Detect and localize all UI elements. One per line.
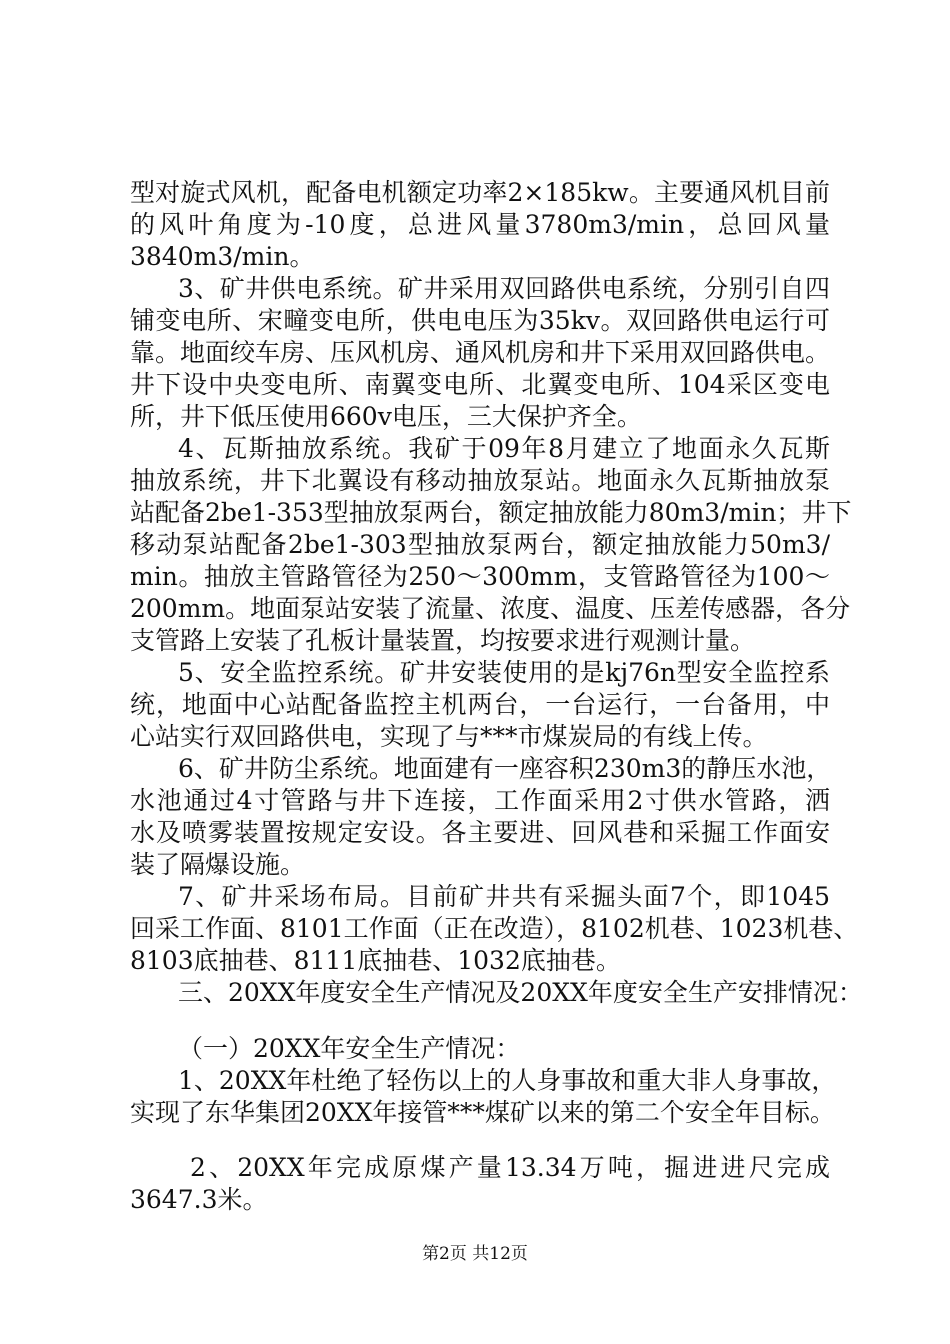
text-line: min。抽放主管路管径为250～300mm，支管路管径为100～ xyxy=(130,562,830,591)
page-footer: 第2页 共12页 xyxy=(422,1244,528,1264)
text-line: 的风叶角度为-10度，总进风量3780m3/min，总回风量 xyxy=(130,210,830,239)
text-line: 靠。地面绞车房、压风机房、通风机房和井下采用双回路供电。 xyxy=(130,338,831,367)
section-heading: 三、20XX年度安全生产情况及20XX年度安全生产安排情况： xyxy=(178,978,863,1007)
text-line: 水池通过4寸管路与井下连接，工作面采用2寸供水管路，洒 xyxy=(130,786,830,815)
text-line: 井下设中央变电所、南翼变电所、北翼变电所、104采区变电 xyxy=(130,370,830,399)
text-line: 8103底抽巷、8111底抽巷、1032底抽巷。 xyxy=(130,946,621,975)
text-line: 1、20XX年杜绝了轻伤以上的人身事故和重大非人身事故， xyxy=(178,1066,837,1095)
text-line: 5、安全监控系统。矿井安装使用的是kj76n型安全监控系 xyxy=(178,658,830,687)
text-line: 装了隔爆设施。 xyxy=(130,850,306,879)
text-line: 支管路上安装了孔板计量装置，均按要求进行观测计量。 xyxy=(130,626,756,655)
text-line: 3840m3/min。 xyxy=(130,242,315,271)
text-line: 2、20XX年完成原煤产量13.34万吨，掘进进尺完成 xyxy=(190,1153,830,1182)
text-line: 铺变电所、宋疃变电所，供电电压为35kv。双回路供电运行可 xyxy=(130,306,830,335)
text-line: 3、矿井供电系统。矿井采用双回路供电系统，分别引自四 xyxy=(178,274,830,303)
text-line: 200mm。地面泵站安装了流量、浓度、温度、压差传感器，各分 xyxy=(130,594,851,623)
text-line: 7、矿井采场布局。目前矿井共有采掘头面7个，即1045 xyxy=(178,882,830,911)
subsection-heading: （一）20XX年安全生产情况： xyxy=(178,1034,521,1063)
text-line: 3647.3米。 xyxy=(130,1185,268,1214)
text-line: 所，井下低压使用660v电压，三大保护齐全。 xyxy=(130,402,642,431)
text-line: 型对旋式风机，配备电机额定功率2×185kw。主要通风机目前 xyxy=(130,178,830,207)
text-line: 抽放系统，井下北翼设有移动抽放泵站。地面永久瓦斯抽放泵 xyxy=(130,466,830,495)
text-line: 站配备2be1-353型抽放泵两台，额定抽放能力80m3/min；井下 xyxy=(130,498,852,527)
text-line: 移动泵站配备2be1-303型抽放泵两台，额定抽放能力50m3/ xyxy=(130,530,830,559)
text-line: 心站实行双回路供电，实现了与***市煤炭局的有线上传。 xyxy=(130,722,768,751)
text-line: 回采工作面、8101工作面（正在改造），8102机巷、1023机巷、 xyxy=(130,914,859,943)
text-line: 4、瓦斯抽放系统。我矿于09年8月建立了地面永久瓦斯 xyxy=(178,434,830,463)
text-line: 6、矿井防尘系统。地面建有一座容积230m3的静压水池， xyxy=(178,754,832,783)
text-line: 水及喷雾装置按规定安设。各主要进、回风巷和采掘工作面安 xyxy=(130,818,830,847)
text-line: 统，地面中心站配备监控主机两台，一台运行，一台备用，中 xyxy=(130,690,830,719)
text-line: 实现了东华集团20XX年接管***煤矿以来的第二个安全年目标。 xyxy=(130,1098,835,1127)
